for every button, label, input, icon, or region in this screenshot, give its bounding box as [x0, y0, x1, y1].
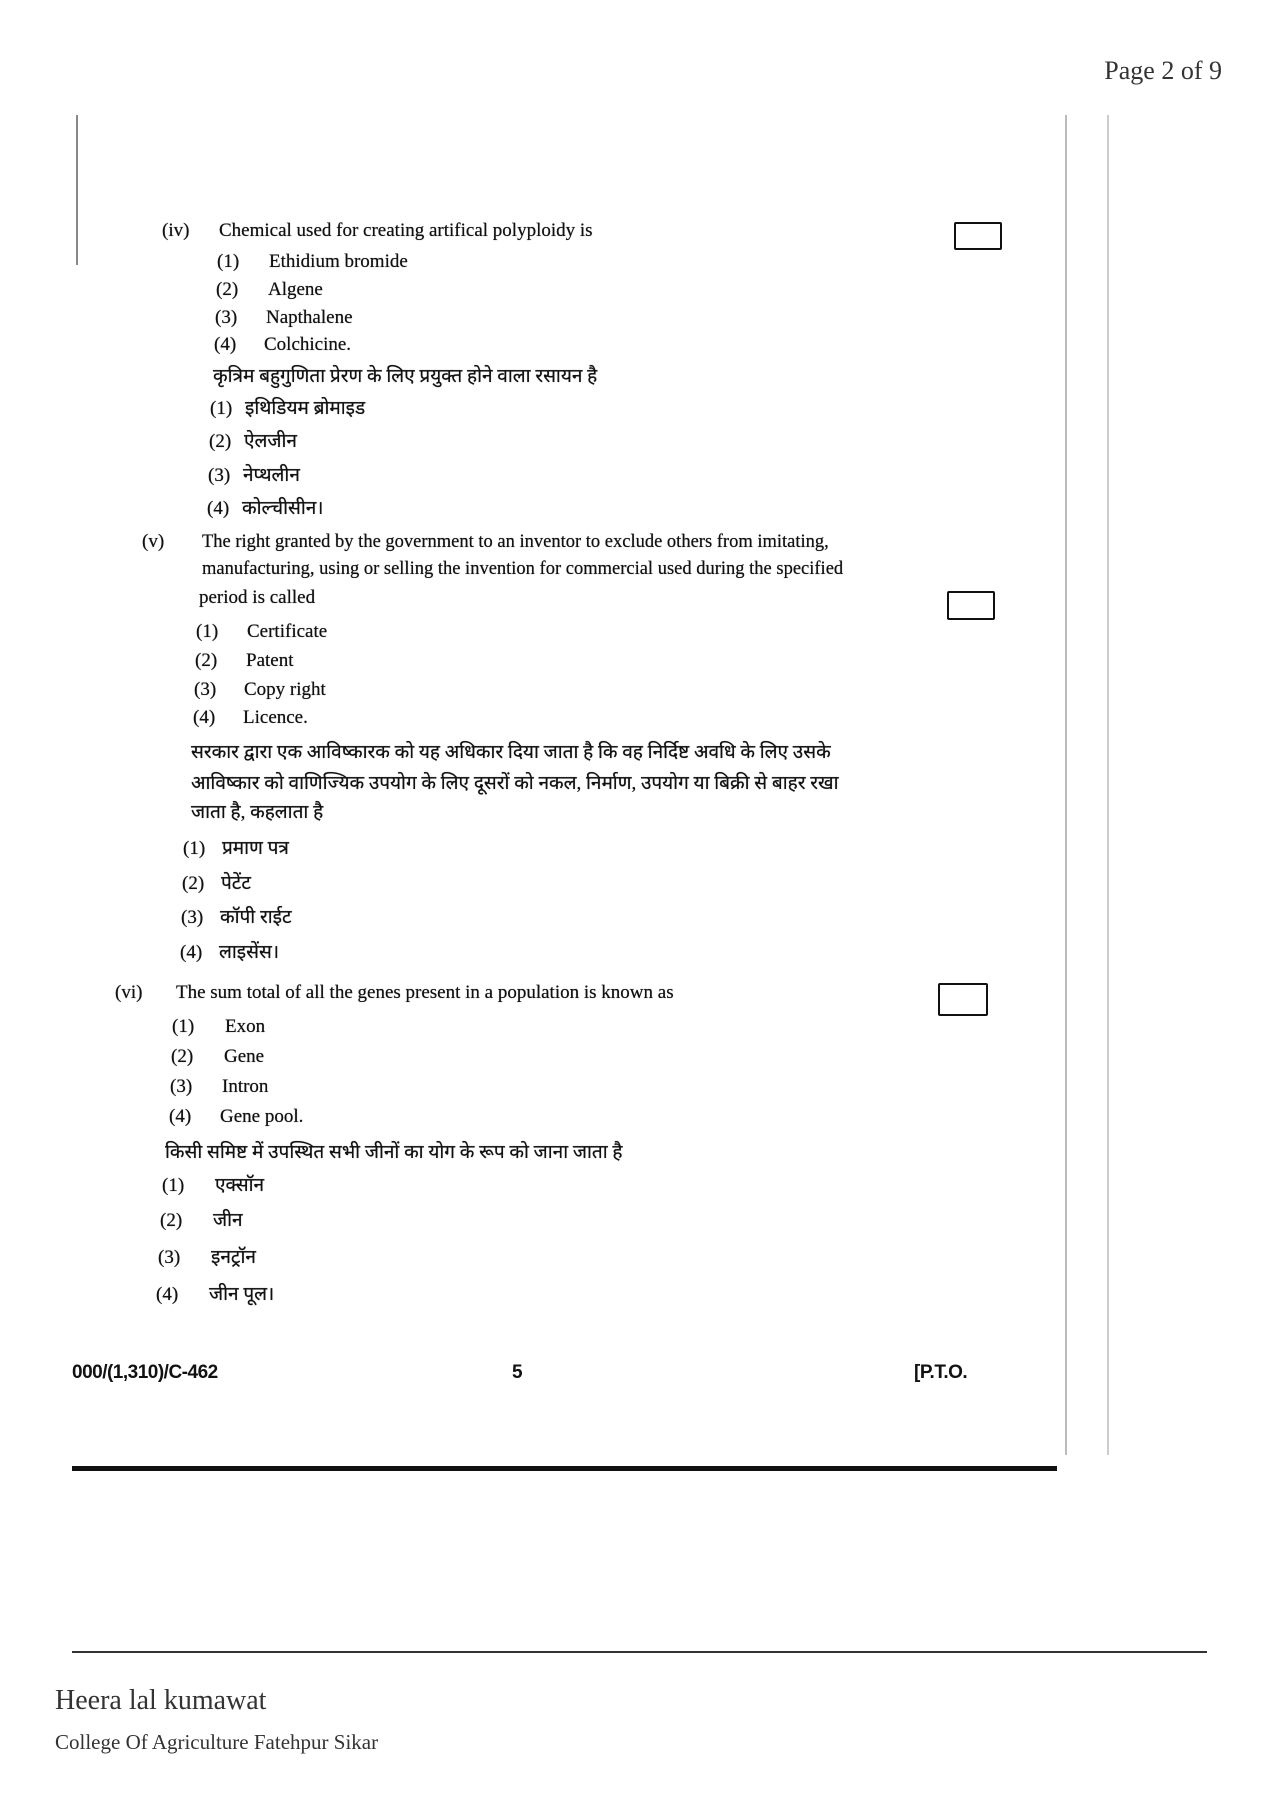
- scan-right-edge: [1065, 115, 1067, 1455]
- option-number: (4): [156, 1284, 179, 1305]
- option-number: (2): [209, 431, 232, 452]
- answer-box[interactable]: [947, 591, 995, 620]
- option-hi: ऐलजीन: [244, 431, 297, 452]
- question-text-en: Chemical used for creating artifical polyploidy is: [219, 220, 593, 241]
- college-name: College Of Agriculture Fatehpur Sikar: [55, 1730, 379, 1754]
- question-number: (v): [142, 531, 165, 552]
- option-number: (2): [160, 1210, 183, 1231]
- question-text-hi: कृत्रिम बहुगुणिता प्रेरण के लिए प्रयुक्त होने वाला रसायन है: [213, 366, 598, 387]
- option-number: (4): [169, 1106, 192, 1127]
- option-en: Licence.: [243, 707, 308, 728]
- option-hi: नेप्थलीन: [243, 465, 300, 486]
- option-en: Exon: [225, 1016, 266, 1037]
- scan-bottom-edge: [72, 1466, 1057, 1471]
- option-hi: इथिडियम ब्रोमाइड: [245, 398, 366, 419]
- option-number: (3): [208, 465, 231, 486]
- page-indicator: Page 2 of 9: [1104, 56, 1222, 85]
- option-number: (4): [214, 334, 237, 355]
- question-text-hi: किसी समिष्ट में उपस्थित सभी जीनों का योग के रूप को जाना जाता है: [165, 1142, 623, 1163]
- question-number: (vi): [115, 982, 143, 1003]
- question-text-en: The sum total of all the genes present in a population is known as: [176, 982, 674, 1003]
- option-hi: इनट्रॉन: [211, 1247, 256, 1268]
- question-number: (iv): [162, 220, 190, 241]
- option-number: (4): [180, 942, 203, 963]
- answer-box[interactable]: [954, 222, 1002, 250]
- paper-code: 000/(1,310)/C-462: [72, 1362, 218, 1383]
- option-number: (1): [196, 621, 219, 642]
- question-text-hi: सरकार द्वारा एक आविष्कारक को यह अधिकार दिया जाता है कि वह निर्दिष्ट अवधि के लिए उसके: [191, 742, 831, 763]
- answer-box[interactable]: [938, 983, 988, 1016]
- scan-left-edge: [76, 115, 78, 265]
- author-name: Heera lal kumawat: [55, 1685, 267, 1716]
- option-number: (3): [170, 1076, 193, 1097]
- question-text-hi: आविष्कार को वाणिज्यिक उपयोग के लिए दूसरों को नकल, निर्माण, उपयोग या बिक्री से बाहर रखा: [191, 773, 839, 794]
- option-en: Intron: [222, 1076, 269, 1097]
- option-en: Ethidium bromide: [269, 251, 408, 272]
- option-hi: जीन पूल।: [209, 1284, 275, 1305]
- option-number: (1): [217, 251, 240, 272]
- option-number: (1): [183, 838, 206, 859]
- option-hi: कोल्चीसीन।: [242, 498, 324, 519]
- option-en: Gene pool.: [220, 1106, 304, 1127]
- option-number: (3): [181, 907, 204, 928]
- pto-mark: [P.T.O.: [914, 1362, 968, 1383]
- option-number: (3): [215, 307, 238, 328]
- option-number: (1): [162, 1175, 185, 1196]
- option-hi: जीन: [213, 1210, 243, 1231]
- option-number: (2): [171, 1046, 194, 1067]
- option-hi: एक्सॉन: [215, 1175, 265, 1196]
- option-hi: लाइसेंस।: [219, 942, 280, 963]
- option-en: Copy right: [244, 679, 326, 700]
- option-hi: पेटेंट: [221, 873, 251, 894]
- footer-divider: [72, 1651, 1207, 1653]
- question-text-en: The right granted by the government to an inventor to exclude others from imitating,: [202, 532, 829, 552]
- option-number: (2): [195, 650, 218, 671]
- option-number: (1): [210, 398, 233, 419]
- question-text-hi: जाता है, कहलाता है: [191, 802, 324, 823]
- option-hi: प्रमाण पत्र: [222, 838, 289, 859]
- option-en: Napthalene: [266, 307, 353, 328]
- option-number: (1): [172, 1016, 195, 1037]
- option-number: (3): [194, 679, 217, 700]
- option-number: (4): [193, 707, 216, 728]
- option-en: Certificate: [247, 621, 328, 642]
- option-number: (2): [182, 873, 205, 894]
- option-en: Gene: [224, 1046, 265, 1067]
- option-number: (4): [207, 498, 230, 519]
- question-text-en: period is called: [199, 587, 316, 608]
- option-hi: कॉपी राईट: [220, 907, 292, 928]
- option-en: Colchicine.: [264, 334, 352, 355]
- option-number: (3): [158, 1247, 181, 1268]
- question-text-en: manufacturing, using or selling the invention for commercial used during the specified: [202, 559, 844, 579]
- scan-right-edge-outer: [1107, 115, 1109, 1455]
- printed-page-number: 5: [512, 1362, 523, 1383]
- option-en: Algene: [268, 279, 323, 300]
- option-number: (2): [216, 279, 239, 300]
- option-en: Patent: [246, 650, 294, 671]
